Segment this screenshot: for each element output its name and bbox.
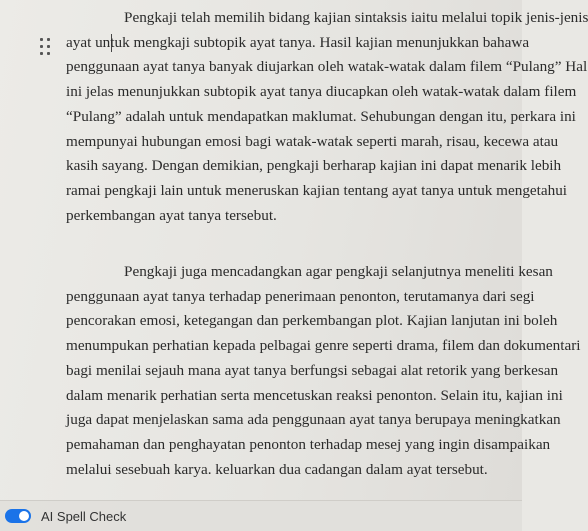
paragraph-line: perkembangan ayat tanya tersebut. <box>66 206 277 224</box>
paragraph-line: Pengkaji juga mencadangkan agar pengkaji selanjutnya meneliti kesan <box>124 263 553 280</box>
paragraph-line: pencorakan emosi, ketegangan dan perkembangan plot. Kajian lanjutan ini boleh <box>66 312 558 330</box>
paragraph-line: bagi menilai sejauh mana ayat tanya berfungsi sebagai alat retorik yang berkesan <box>66 361 559 379</box>
paragraph-line: dalam menarik perhatian serta mencetuskan reaksi penonton. Selain itu, kajian ini <box>66 386 563 404</box>
paragraph-line: melalui sesebuah karya. keluarkan dua cadangan dalam ayat tersebut. <box>66 460 488 478</box>
paragraph-line: ramai pengkaji lain untuk meneruskan kajian tentang ayat tanya untuk mengetahui <box>66 181 568 199</box>
paragraph-line: penggunaan ayat tanya terhadap penerimaan penonton, terutamanya dari segi <box>66 287 535 305</box>
paragraph-line: pemahaman dan penghayatan penonton terhadap mesej yang ingin disampaikan <box>66 435 551 453</box>
paragraph-line: “Pulang” adalah untuk mendapatkan maklumat. Sehubungan dengan itu, perkara ini <box>66 107 576 125</box>
toggle-knob <box>19 511 29 521</box>
paragraph-line: ini jelas menunjukkan subtopik ayat tanya diucapkan oleh watak-watak dalam filem <box>66 83 577 101</box>
spell-check-bar <box>0 500 522 531</box>
paragraph-line: penggunaan ayat tanya banyak diujarkan oleh watak-watak dalam filem “Pulang” Hal <box>66 58 588 76</box>
drag-handle-icon[interactable] <box>40 38 54 56</box>
spell-check-toggle[interactable] <box>5 509 31 523</box>
paragraph-line: kasih sayang. Dengan demikian, pengkaji berharap kajian ini dapat menarik lebih <box>66 157 562 175</box>
paragraph-line: Pengkaji telah memilih bidang kajian sintaksis iaitu melalui topik jenis-jenis <box>124 9 588 26</box>
paragraph-1[interactable] <box>66 6 588 228</box>
paragraph-line: ayat untuk mengkaji subtopik ayat tanya. Hasil kajian menunjukkan bahawa <box>66 33 530 51</box>
spell-check-label: AI Spell Check <box>41 508 127 524</box>
paragraph-line: mempunyai hubungan emosi bagi watak-watak seperti marah, risau, kecewa atau <box>66 132 559 150</box>
paragraph-line: juga dapat menjelaskan sama ada penggunaan ayat tanya berupaya meningkatkan <box>66 411 561 429</box>
paragraph-line: menumpukan perhatian kepada pelbagai genre seperti drama, filem dan dokumentari <box>66 337 581 355</box>
paragraph-2[interactable] <box>66 260 581 482</box>
